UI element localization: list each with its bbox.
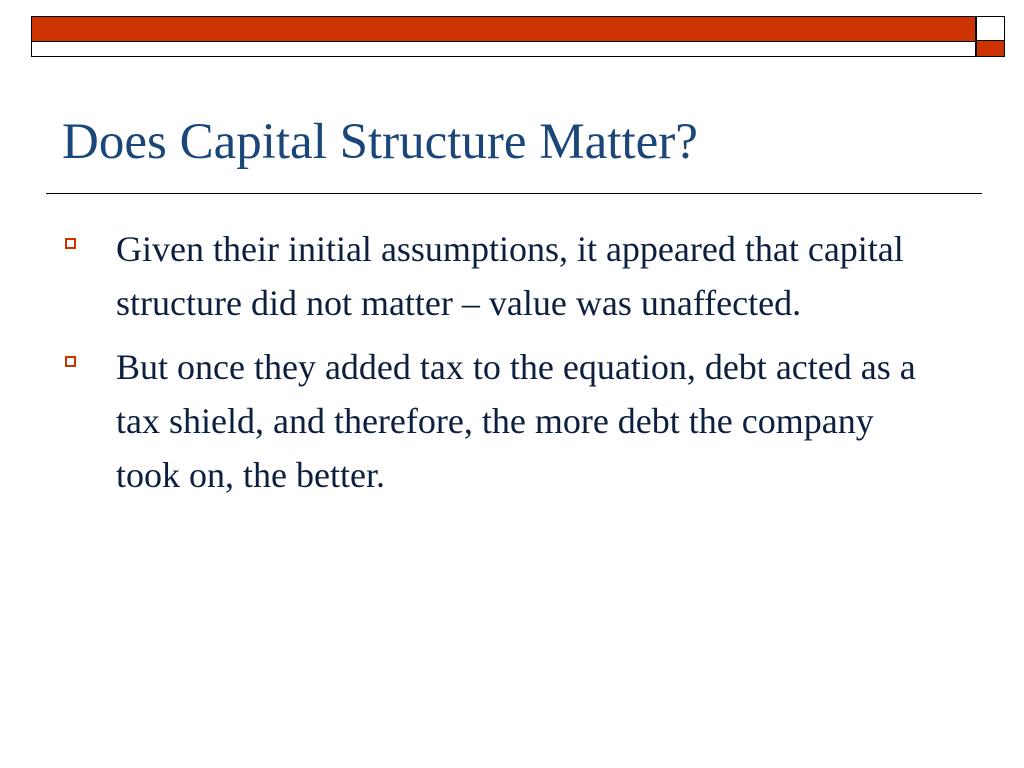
slide-title: Does Capital Structure Matter? (62, 114, 698, 170)
corner-decorative-box (976, 16, 1005, 57)
bullet-text: Given their initial assumptions, it appeared that capital structure did not matter – value was unaffected. (116, 229, 904, 323)
bullet-list (62, 222, 962, 512)
bullet-item (62, 340, 962, 502)
top-decorative-bar (31, 16, 976, 57)
hollow-square-bullet-icon (65, 356, 76, 367)
top-bar-accent-stripe (32, 17, 975, 42)
hollow-square-bullet-icon (65, 238, 76, 249)
corner-box-accent-fill (977, 40, 1004, 56)
bullet-item (62, 222, 962, 330)
bullet-text: But once they added tax to the equation, debt acted as a tax shield, and therefore, the more debt the company took on, the better. (116, 347, 916, 495)
title-divider (46, 193, 982, 194)
